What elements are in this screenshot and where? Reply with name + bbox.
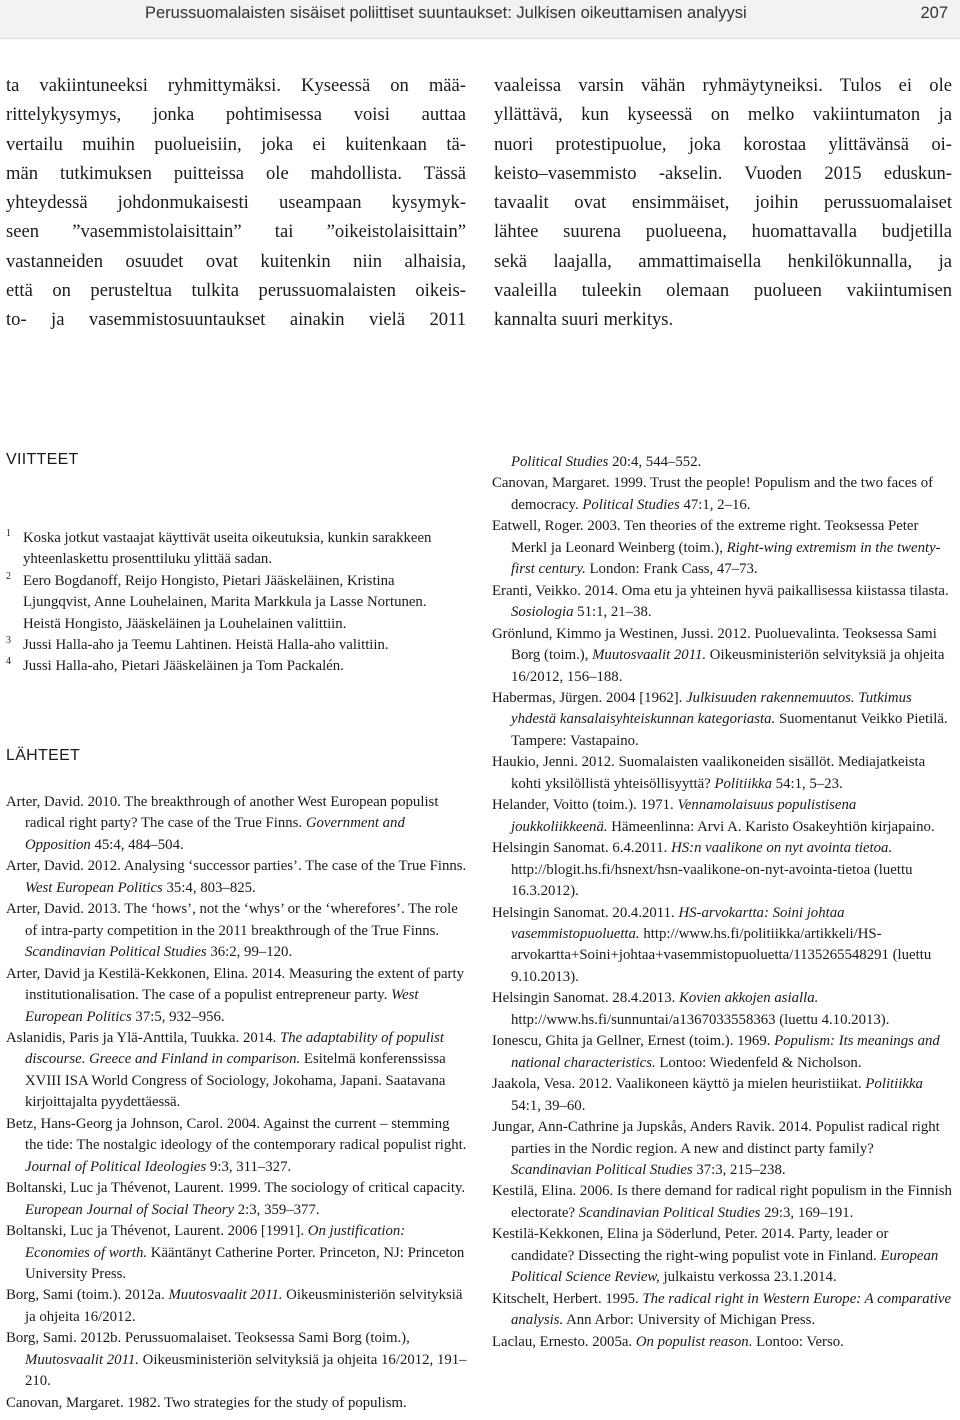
footnote-text: Eero Bogdanoff, Reijo Hongisto, Pietari Jääskeläinen, Kristina Ljungqvist, Anne Louhelainen, Marita Markkula ja Lasse Nortunen. Heistä Hongisto, Jääskeläinen ja Louhelainen valittiin.	[23, 572, 427, 632]
reference-entry	[492, 1289, 952, 1332]
reference-title: On populist reason.	[635, 1333, 753, 1350]
reference-text: Arter, David. 2012. Analysing ‘successor parties’. The case of the True Finns.	[6, 858, 467, 875]
reference-text: 37:3, 215–238.	[692, 1161, 786, 1178]
body-line: nuori protestipuolue, joka korostaa ylittävänsä oi-	[494, 133, 952, 155]
footnote	[6, 528, 466, 571]
reference-title: Muutosvaalit 2011.	[25, 1351, 139, 1368]
reference-text: 54:1, 39–60.	[511, 1097, 586, 1114]
reference-text: Canovan, Margaret. 1982. Two strategies for the study of populism.	[6, 1394, 407, 1411]
reference-text: 9:3, 311–327.	[206, 1158, 292, 1175]
reference-title: Political Studies	[582, 496, 680, 513]
reference-text: Betz, Hans-Georg ja Johnson, Carol. 2004. Against the current – stemming the tide: The nostalgic ideology of the contemporary radical populist right.	[6, 1115, 467, 1154]
reference-title: Muutosvaalit 2011.	[592, 647, 707, 664]
footnote-text: Jussi Halla-aho, Pietari Jääskeläinen ja Tom Packalén.	[23, 658, 344, 675]
reference-text: Ionescu, Ghita ja Gellner, Ernest (toim.). 1969.	[492, 1033, 775, 1050]
reference-text: Arter, David. 2010. The breakthrough of another West European populist radical right party? The case of the True Finns.	[6, 794, 439, 832]
reference-text: Borg, Sami. 2012b. Perussuomalaiset. Teoksessa Sami Borg (toim.),	[6, 1330, 410, 1347]
reference-text: 51:1, 21–38.	[573, 604, 652, 621]
reference-title: Sosiologia	[511, 604, 574, 621]
reference-entry	[6, 1221, 468, 1285]
reference-entry	[492, 688, 952, 752]
reference-text: Borg, Sami (toim.). 2012a.	[6, 1287, 169, 1304]
reference-title: European Political Science Review,	[511, 1247, 939, 1286]
reference-entry	[492, 1181, 952, 1224]
reference-text: julkaistu verkossa 23.1.2014.	[659, 1269, 837, 1286]
reference-entry	[492, 473, 952, 516]
reference-entry	[492, 988, 952, 1031]
reference-entry	[492, 1224, 952, 1288]
body-line: keisto–vasemmisto -akselin. Vuoden 2015 eduskun-	[494, 162, 952, 184]
body-text-right-column	[494, 71, 952, 335]
reference-title: Vennamolaisuus populistisena joukkoliikkeenä.	[511, 797, 857, 835]
reference-text: http://www.hs.fi/politiikka/artikkeli/HS-arvokartta+Soini+johtaa+vasemmistopuoluetta/1135265548291 (luettu 9.10.2013).	[511, 925, 932, 985]
reference-text: Grönlund, Kimmo ja Westinen, Jussi. 2012. Puoluevalinta. Teoksessa Sami Borg (toim.),	[492, 625, 937, 664]
reference-entry	[492, 516, 952, 580]
footnote	[6, 571, 466, 635]
reference-entry	[6, 1178, 468, 1221]
reference-title: Kovien akkojen asialla.	[679, 990, 819, 1007]
reference-text: 2:3, 359–377.	[234, 1201, 320, 1218]
body-line: yhteydessä johdonmukaisesti useampaan kysymyk-	[6, 192, 466, 214]
reference-text: Jaakola, Vesa. 2012. Vaalikoneen käyttö ja mielen heuristiikat.	[492, 1076, 866, 1093]
body-line: yllättävä, kun kyseessä on melko vakiintumaton ja	[494, 104, 952, 126]
reference-entry	[492, 1117, 952, 1181]
reference-text: Hämeenlinna: Arvi A. Karisto Osakeyhtiön kirjapaino.	[607, 818, 935, 835]
reference-entry	[492, 1074, 952, 1117]
reference-text: Canovan, Margaret. 1999. Trust the people! Populism and the two faces of democracy.	[492, 475, 934, 513]
reference-entry	[6, 1328, 468, 1392]
reference-text: Boltanski, Luc ja Thévenot, Laurent. 2006 [1991].	[6, 1223, 308, 1240]
reference-entry	[6, 964, 468, 1028]
reference-entry	[492, 581, 952, 624]
reference-text: Kestilä-Kekkonen, Elina ja Söderlund, Peter. 2014. Party, leader or candidate? Dissecting the right-wing populist vote in Finland.	[492, 1226, 889, 1264]
reference-entry	[6, 792, 468, 856]
reference-text: Ann Arbor: University of Michigan Press.	[563, 1312, 816, 1329]
body-line: että on perusteltua tulkita perussuomalaisten oikeis-	[6, 280, 466, 302]
body-line: vertailu muihin puolueisiin, joka ei kuitenkaan tä-	[6, 133, 466, 155]
reference-text: Kestilä, Elina. 2006. Is there demand for radical right populism in the Finnish electorate?	[492, 1183, 952, 1221]
reference-text: 20:4, 544–552.	[608, 454, 702, 470]
reference-entry	[492, 838, 952, 902]
references-list-right	[492, 452, 952, 1353]
reference-title: Political Studies	[511, 454, 609, 470]
references-list-left	[6, 792, 468, 1414]
reference-text: Aslanidis, Paris ja Ylä-Anttila, Tuukka. 2014.	[6, 1029, 281, 1046]
reference-text: Oikeusministeriön selvityksiä ja ohjeita 16/2012, 156–188.	[511, 647, 945, 685]
footnote	[6, 656, 466, 677]
body-line: kannalta suuri merkitys.	[494, 309, 674, 331]
reference-entry	[6, 1028, 468, 1114]
reference-entry	[492, 752, 952, 795]
reference-text: Arter, David ja Kestilä-Kekkonen, Elina. 2014. Measuring the extent of party institutionalisation. The case of a populist entrepreneur party.	[6, 965, 464, 1004]
reference-text: Jungar, Ann-Cathrine ja Jupskås, Anders Ravik. 2014. Populist radical right parties in the Nordic region. A new and distinct party family?	[492, 1119, 940, 1157]
reference-text: Boltanski, Luc ja Thévenot, Laurent. 1999. The sociology of critical capacity.	[6, 1180, 466, 1197]
reference-text: 37:5, 932–956.	[131, 1008, 225, 1025]
body-line: tavaalit ovat ensimmäiset, joihin perussuomalaiset	[494, 192, 952, 214]
reference-title: Scandinavian Political Studies	[25, 944, 207, 961]
body-text-left-column	[6, 71, 466, 335]
reference-title: HS-arvokartta: Soini johtaa vasemmistopuoluetta.	[511, 904, 845, 942]
reference-text: Eranti, Veikko. 2014. Oma etu ja yhteinen hyvä paikallisessa kiistassa tilasta.	[492, 582, 949, 599]
reference-text: 45:4, 484–504.	[90, 836, 184, 853]
reference-text: http://www.hs.fi/sunnuntai/a1367033558363 (luettu 4.10.2013).	[511, 1011, 890, 1028]
reference-title: Right-wing extremism in the twenty-first century.	[511, 539, 941, 578]
reference-text: Esitelmä konferenssissa XVIII ISA World Congress of Sociology, Jokohama, Japani. Saatavana kirjoittajalta pyydettäessä.	[25, 1051, 446, 1111]
reference-title: Government and Opposition	[25, 815, 405, 853]
body-line: rittelykysymys, jonka pohtimisessa voisi auttaa	[6, 104, 466, 126]
reference-text: 36:2, 99–120.	[206, 944, 293, 961]
reference-text: Lontoo: Wiedenfeld & Nicholson.	[655, 1054, 862, 1071]
reference-title: Politiikka	[865, 1076, 923, 1093]
reference-entry	[492, 624, 952, 688]
reference-title: Muutosvaalit 2011.	[168, 1287, 283, 1304]
footnote	[6, 635, 466, 656]
reference-entry	[492, 795, 952, 838]
reference-text: Kääntänyt Catherine Porter. Princeton, NJ: Princeton University Press.	[25, 1244, 465, 1282]
reference-text: http://blogit.hs.fi/hsnext/hsn-vaalikone-on-nyt-avointa-tietoa (luettu 16.3.2012).	[511, 861, 913, 900]
footnote-number: 4	[6, 656, 11, 668]
footnote-number: 3	[6, 635, 11, 647]
reference-text: 29:3, 169–191.	[760, 1204, 854, 1221]
lahteet-heading: LÄHTEET	[6, 747, 81, 764]
reference-text: Helsingin Sanomat. 6.4.2011.	[492, 840, 672, 857]
footnotes-list	[6, 528, 466, 678]
reference-text: Helsingin Sanomat. 28.4.2013.	[492, 990, 680, 1007]
reference-title: Populism: Its meanings and national characteristics.	[511, 1033, 940, 1071]
reference-text: Oikeusministeriön selvityksiä ja ohjeita 16/2012.	[25, 1287, 463, 1325]
running-header-title: Perussuomalaisten sisäiset poliittiset suuntaukset: Julkisen oikeuttamisen analyysi	[145, 4, 747, 22]
reference-entry	[6, 856, 468, 899]
reference-text: Helsingin Sanomat. 20.4.2011.	[492, 904, 679, 921]
reference-text: London: Frank Cass, 47–73.	[585, 561, 758, 578]
footnote-text: Jussi Halla-aho ja Teemu Lahtinen. Heistä Halla-aho valittiin.	[23, 637, 389, 654]
reference-text: Lontoo: Verso.	[752, 1333, 844, 1350]
body-line: sekä laajalla, ammattimaisella henkilökunnalla, ja	[494, 250, 952, 272]
reference-title: Politiikka	[714, 775, 772, 792]
reference-title: The radical right in Western Europe: A comparative analysis.	[511, 1290, 952, 1329]
reference-title: Julkisuuden rakennemuutos. Tutkimus yhdestä kansalaisyhteiskunnan kategoriasta.	[511, 689, 912, 728]
body-line: vastanneiden osuudet ovat kuitenkin niin alhaisia,	[6, 250, 466, 272]
running-header	[0, 0, 960, 39]
reference-title: The adaptability of populist discourse. Greece and Finland in comparison.	[25, 1029, 445, 1068]
reference-title: Journal of Political Ideologies	[25, 1158, 207, 1175]
reference-title: HS:n vaalikone on nyt avointa tietoa.	[671, 840, 893, 857]
reference-entry	[6, 1285, 468, 1328]
reference-entry	[492, 903, 952, 989]
reference-entry	[6, 1114, 468, 1178]
reference-text: Habermas, Jürgen. 2004 [1962].	[492, 689, 687, 706]
reference-text: Eatwell, Roger. 2003. Ten theories of the extreme right. Teoksessa Peter Merkl ja Leonard Weinberg (toim.),	[492, 518, 919, 556]
reference-title: On justification: Economies of worth.	[25, 1223, 406, 1261]
reference-title: Scandinavian Political Studies	[511, 1161, 693, 1178]
reference-text: Kitschelt, Herbert. 1995.	[492, 1290, 643, 1307]
reference-entry	[6, 1393, 468, 1414]
reference-text: 54:1, 5–23.	[771, 775, 843, 792]
reference-entry	[6, 899, 468, 963]
reference-title: European Journal of Social Theory	[25, 1201, 235, 1218]
reference-entry	[492, 1031, 952, 1074]
reference-text: Suomentanut Veikko Pietilä. Tampere: Vastapaino.	[511, 711, 948, 749]
body-line: to- ja vasemmistosuuntaukset ainakin vielä 2011	[6, 309, 466, 331]
reference-text: 47:1, 2–16.	[679, 496, 751, 513]
reference-title: West European Politics	[25, 987, 419, 1025]
footnote-number: 2	[6, 570, 11, 582]
footnote-number: 1	[6, 528, 11, 539]
page-number: 207	[920, 4, 948, 22]
body-line: vaaleissa varsin vähän ryhmäytyneiksi. Tulos ei ole	[494, 75, 952, 96]
body-line: lähtee suurena puolueena, huomattavalla budjetilla	[494, 221, 952, 243]
reference-text: 35:4, 803–825.	[162, 879, 256, 896]
footnote-text: Koska jotkut vastaajat käyttivät useita oikeutuksia, kunkin sarakkeen yhteenlaskettu prosenttiluku ylittää sadan.	[23, 530, 432, 568]
reference-text: Helander, Voitto (toim.). 1971.	[492, 797, 678, 814]
reference-text: Arter, David. 2013. The ‘hows’, not the ‘whys’ or the ‘wherefores’. The role of intra-party competition in the 2011 breakthrough of the True Finns.	[6, 901, 458, 939]
reference-text: Haukio, Jenni. 2012. Suomalaisten vaalikoneiden sisällöt. Mediajatkeista kohti yksilöllistä yhteisöllisyyttä?	[492, 754, 926, 792]
reference-title: West European Politics	[25, 879, 163, 896]
reference-text: Oikeusministeriön selvityksiä ja ohjeita 16/2012, 191–210.	[25, 1351, 467, 1390]
reference-title: Scandinavian Political Studies	[578, 1204, 761, 1221]
viitteet-heading: VIITTEET	[6, 451, 79, 468]
body-line: vaaleilla tuleekin olemaan puolueen vakiintumisen	[494, 280, 952, 302]
reference-text: Laclau, Ernesto. 2005a.	[492, 1333, 636, 1350]
body-line: seen ”vasemmistolaisittain” tai ”oikeistolaisittain”	[6, 221, 466, 243]
reference-entry	[492, 1332, 952, 1353]
body-line: män tutkimuksen puitteissa ole mahdollista. Tässä	[6, 162, 466, 184]
body-line: ta vakiintuneeksi ryhmittymäksi. Kyseessä on mää-	[6, 75, 466, 96]
reference-entry	[492, 452, 952, 473]
